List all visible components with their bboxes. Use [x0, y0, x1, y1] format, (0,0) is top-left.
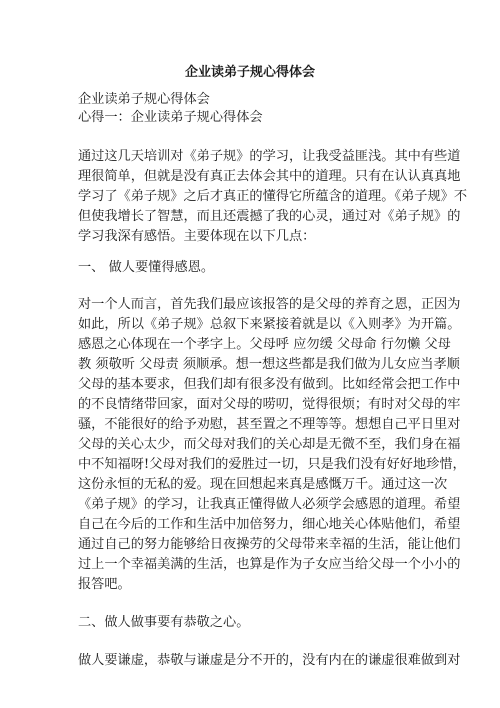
- paragraph-line: 如此，所以《弟子规》总叙下来紧接着就是以《入则孝》为开篇。: [78, 317, 461, 332]
- paragraph-line: 父母的关心太少，而父母对我们的关心却是无微不至，我们身在福: [78, 437, 461, 452]
- paragraph-line: 教 须敬听 父母责 须顺承。想一想这些都是我们做为儿女应当孝顺: [78, 357, 460, 372]
- paragraph-line: 对一个人而言，首先我们最应该报答的是父母的养育之恩，正因为: [78, 297, 461, 312]
- point1-heading: 一、 做人要懂得感恩。: [78, 260, 215, 275]
- paragraph-line: 的不良情绪带回家，面对父母的唠叨，觉得很烦；有时对父母的牢: [78, 397, 461, 412]
- paragraph-line: 学习我深有感悟。主要体现在以下几点：: [78, 229, 316, 244]
- paragraph-line: 骚，不能很好的给予劝慰，甚至置之不理等等。想想自己平日里对: [78, 417, 461, 432]
- document-title: 企业读弟子规心得体会: [184, 65, 315, 80]
- paragraph-line: 报答吧。: [78, 577, 131, 592]
- paragraph-line: 学习了《弟子规》之后才真正的懂得它所蕴含的道理。《弟子规》不: [78, 189, 468, 204]
- paragraph-line: 中不知福呀!父母对我们的爱胜过一切，只是我们没有好好地珍惜，: [78, 457, 466, 472]
- paragraph-line: 理很简单，但就是没有真正去体会其中的道理。只有在认认真真地: [78, 169, 461, 184]
- paragraph-line: 但使我增长了智慧，而且还震撼了我的心灵，通过对《弟子规》的: [78, 209, 461, 224]
- paragraph-line: 自己在今后的工作和生活中加倍努力，细心地关心体贴他们，希望: [78, 517, 461, 532]
- point2-heading: 二、做人做事要有恭敬之心。: [78, 615, 250, 630]
- paragraph-line: 做人要谦虚，恭敬与谦虚是分不开的，没有内在的谦虚很难做到对: [78, 653, 461, 668]
- paragraph-line: 感恩之心体现在一个孝字上。父母呼 应勿缓 父母命 行勿懒 父母: [78, 337, 451, 352]
- section-heading: 心得一：企业读弟子规心得体会: [78, 110, 263, 125]
- paragraph-line: 《弟子规》的学习，让我真正懂得做人必须学会感恩的道理。希望: [78, 497, 461, 512]
- paragraph-line: 通过自己的努力能够给日夜操劳的父母带来幸福的生活，能让他们: [78, 537, 461, 552]
- paragraph-line: 通过这几天培训对《弟子规》的学习，让我受益匪浅。其中有些道: [78, 149, 461, 164]
- paragraph-line: 过上一个幸福美满的生活，也算是作为子女应当给父母一个小小的: [78, 557, 461, 572]
- paragraph-line: 父母的基本要求，但我们却有很多没有做到。比如经常会把工作中: [78, 377, 461, 392]
- document-subtitle: 企业读弟子规心得体会: [78, 92, 210, 107]
- paragraph-line: 这份永恒的无私的爱。现在回想起来真是感慨万千。通过这一次: [78, 477, 448, 492]
